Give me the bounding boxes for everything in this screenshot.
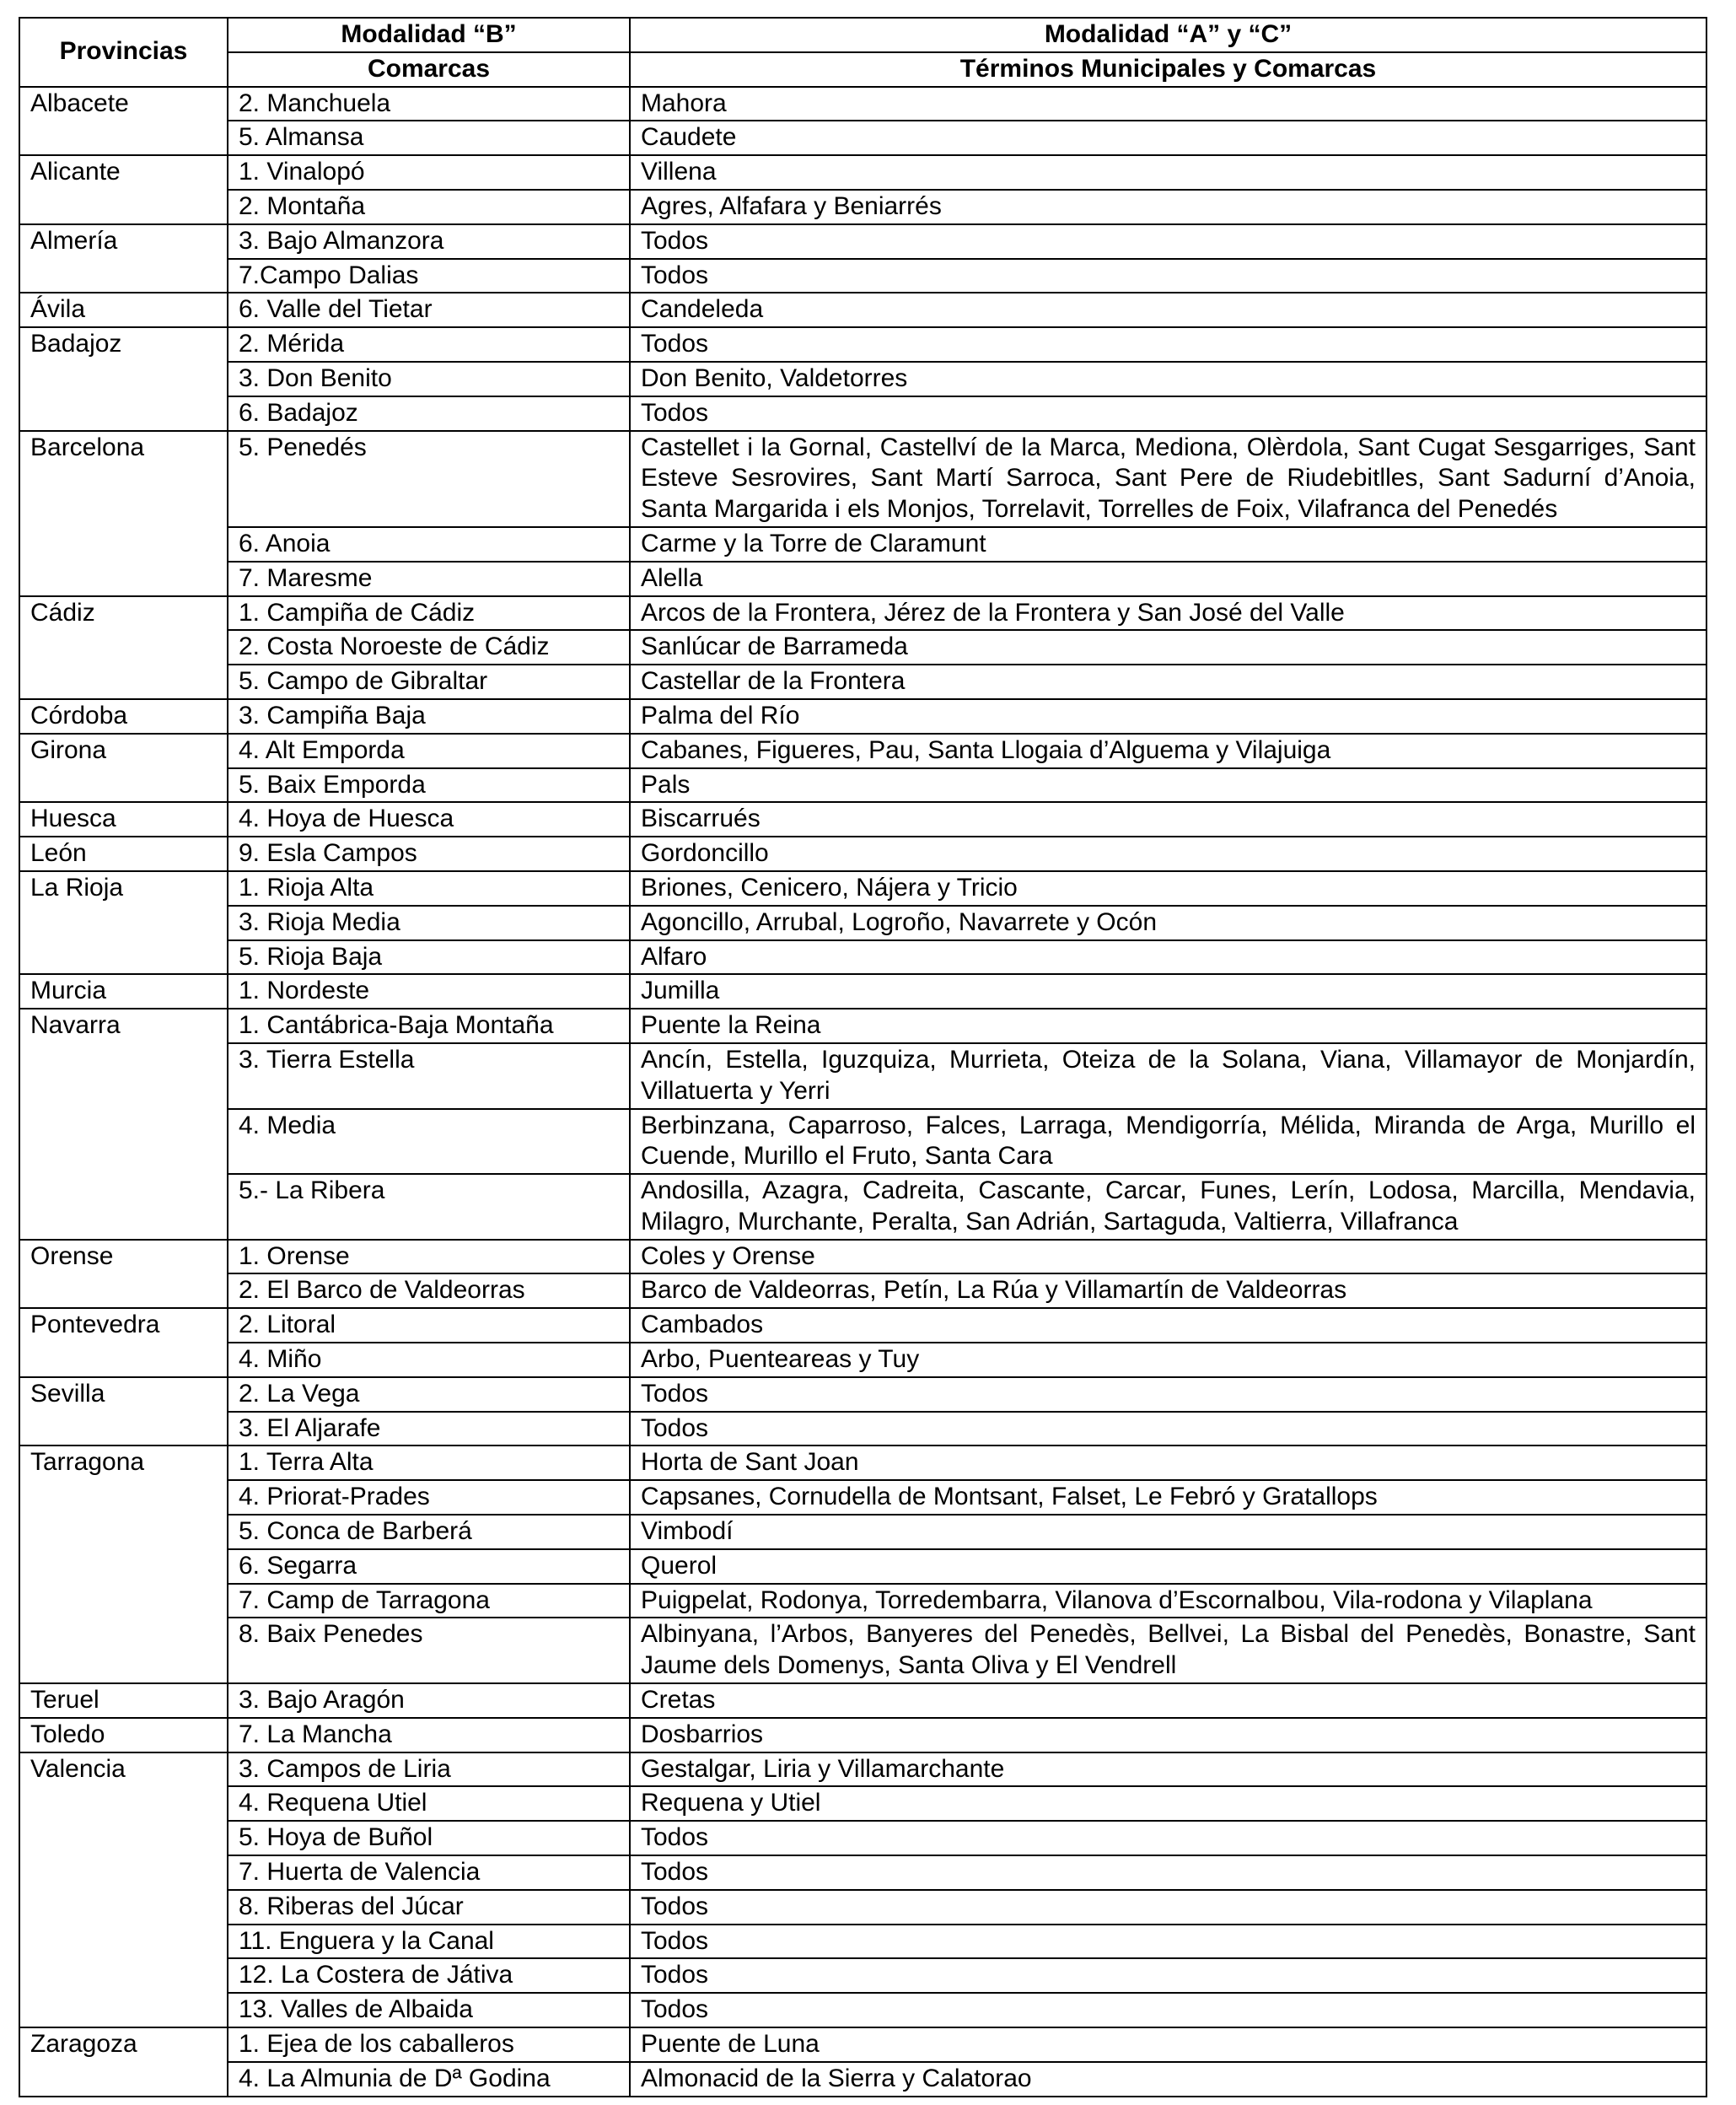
table-row bbox=[19, 1958, 1706, 1993]
comarca-cell: 8. Baix Penedes bbox=[228, 1618, 630, 1683]
terminos-cell: Cretas bbox=[630, 1683, 1706, 1718]
terminos-cell: Dosbarrios bbox=[630, 1718, 1706, 1752]
terminos-cell: Requena y Utiel bbox=[630, 1786, 1706, 1821]
header-modalidad-b: Modalidad “B” bbox=[228, 18, 630, 52]
terminos-cell: Capsanes, Cornudella de Montsant, Falset, Le Febró y Gratallops bbox=[630, 1480, 1706, 1515]
terminos-cell: Vimbodí bbox=[630, 1515, 1706, 1549]
table-header bbox=[19, 18, 1706, 87]
terminos-cell: Castellar de la Frontera bbox=[630, 665, 1706, 699]
table-row bbox=[19, 596, 1706, 631]
table-row bbox=[19, 1683, 1706, 1718]
table-row bbox=[19, 1043, 1706, 1109]
comarca-cell: 6. Valle del Tietar bbox=[228, 293, 630, 327]
table-row bbox=[19, 1480, 1706, 1515]
table-row bbox=[19, 1308, 1706, 1343]
table-row bbox=[19, 1993, 1706, 2027]
comarca-cell: 3. Tierra Estella bbox=[228, 1043, 630, 1109]
province-cell: León bbox=[19, 837, 228, 871]
terminos-cell: Sanlúcar de Barrameda bbox=[630, 630, 1706, 665]
comarca-cell: 11. Enguera y la Canal bbox=[228, 1925, 630, 1959]
comarca-cell: 5.- La Ribera bbox=[228, 1174, 630, 1240]
table-row bbox=[19, 1377, 1706, 1412]
table-row bbox=[19, 1890, 1706, 1925]
terminos-cell: Agoncillo, Arrubal, Logroño, Navarrete y Ocón bbox=[630, 906, 1706, 940]
header-comarcas: Comarcas bbox=[228, 52, 630, 87]
comarca-cell: 2. Montaña bbox=[228, 190, 630, 224]
comarca-cell: 8. Riberas del Júcar bbox=[228, 1890, 630, 1925]
province-cell: Murcia bbox=[19, 974, 228, 1009]
terminos-cell: Berbinzana, Caparroso, Falces, Larraga, Mendigorría, Mélida, Miranda de Arga, Murillo el Cuende, Murillo el Fruto, Santa Cara bbox=[630, 1109, 1706, 1175]
terminos-cell: Castellet i la Gornal, Castellví de la Marca, Mediona, Olèrdola, Sant Cugat Sesgarriges, Sant Esteve Sesrovires, Sant Martí Sarroca, Sant Pere de Riudebitlles, Sant Sadurní d’Anoia, Santa Margarida i els Monjos, Torrelavit, Torrelles de Foix, Vilafranca del Penedés bbox=[630, 431, 1706, 527]
table-row bbox=[19, 837, 1706, 871]
table-row bbox=[19, 87, 1706, 121]
table-row bbox=[19, 1109, 1706, 1175]
province-cell: Albacete bbox=[19, 87, 228, 156]
comarca-cell: 6. Badajoz bbox=[228, 396, 630, 431]
terminos-cell: Arcos de la Frontera, Jérez de la Frontera y San José del Valle bbox=[630, 596, 1706, 631]
terminos-cell: Puente la Reina bbox=[630, 1009, 1706, 1043]
table-row bbox=[19, 1174, 1706, 1240]
comarca-cell: 5. Campo de Gibraltar bbox=[228, 665, 630, 699]
comarca-cell: 7. Maresme bbox=[228, 562, 630, 596]
table-body bbox=[19, 87, 1706, 2097]
terminos-cell: Palma del Río bbox=[630, 699, 1706, 734]
comarca-cell: 2. Costa Noroeste de Cádiz bbox=[228, 630, 630, 665]
province-cell: Alicante bbox=[19, 155, 228, 224]
terminos-cell: Arbo, Puenteareas y Tuy bbox=[630, 1343, 1706, 1377]
comarca-cell: 5. Almansa bbox=[228, 121, 630, 155]
table-row bbox=[19, 1343, 1706, 1377]
comarca-cell: 9. Esla Campos bbox=[228, 837, 630, 871]
terminos-cell: Caudete bbox=[630, 121, 1706, 155]
province-cell: La Rioja bbox=[19, 871, 228, 974]
comarca-cell: 3. Campos de Liria bbox=[228, 1752, 630, 1787]
table-row bbox=[19, 1925, 1706, 1959]
table-row bbox=[19, 2062, 1706, 2097]
table-row bbox=[19, 562, 1706, 596]
comarca-cell: 1. Terra Alta bbox=[228, 1446, 630, 1480]
comarca-cell: 4. Media bbox=[228, 1109, 630, 1175]
terminos-cell: Todos bbox=[630, 1890, 1706, 1925]
terminos-cell: Cabanes, Figueres, Pau, Santa Llogaia d’Alguema y Vilajuiga bbox=[630, 734, 1706, 768]
comarca-cell: 4. Hoya de Huesca bbox=[228, 802, 630, 837]
terminos-cell: Alfaro bbox=[630, 940, 1706, 975]
terminos-cell: Gordoncillo bbox=[630, 837, 1706, 871]
terminos-cell: Andosilla, Azagra, Cadreita, Cascante, Carcar, Funes, Lerín, Lodosa, Marcilla, Mendavia, Milagro, Murchante, Peralta, San Adrián, Sartaguda, Valtierra, Villafranca bbox=[630, 1174, 1706, 1240]
comarca-cell: 2. Mérida bbox=[228, 327, 630, 362]
table-row bbox=[19, 2027, 1706, 2062]
header-terminos: Términos Municipales y Comarcas bbox=[630, 52, 1706, 87]
comarca-cell: 3. El Aljarafe bbox=[228, 1412, 630, 1446]
province-cell: Almería bbox=[19, 224, 228, 293]
comarca-cell: 12. La Costera de Játiva bbox=[228, 1958, 630, 1993]
province-cell: Orense bbox=[19, 1240, 228, 1309]
table-row bbox=[19, 527, 1706, 562]
table-row bbox=[19, 906, 1706, 940]
terminos-cell: Cambados bbox=[630, 1308, 1706, 1343]
table-row bbox=[19, 1273, 1706, 1308]
comarca-cell: 3. Bajo Aragón bbox=[228, 1683, 630, 1718]
comarca-cell: 1. Orense bbox=[228, 1240, 630, 1274]
comarca-cell: 6. Segarra bbox=[228, 1549, 630, 1584]
table-row bbox=[19, 431, 1706, 527]
comarca-cell: 2. La Vega bbox=[228, 1377, 630, 1412]
comarca-cell: 5. Rioja Baja bbox=[228, 940, 630, 975]
province-cell: Huesca bbox=[19, 802, 228, 837]
comarca-cell: 1. Ejea de los caballeros bbox=[228, 2027, 630, 2062]
terminos-cell: Carme y la Torre de Claramunt bbox=[630, 527, 1706, 562]
terminos-cell: Ancín, Estella, Iguzquiza, Murrieta, Oteiza de la Solana, Viana, Villamayor de Monjardín, Villatuerta y Yerri bbox=[630, 1043, 1706, 1109]
terminos-cell: Biscarrués bbox=[630, 802, 1706, 837]
table-row bbox=[19, 362, 1706, 396]
terminos-cell: Don Benito, Valdetorres bbox=[630, 362, 1706, 396]
terminos-cell: Pals bbox=[630, 768, 1706, 803]
table-row bbox=[19, 665, 1706, 699]
comarca-cell: 1. Campiña de Cádiz bbox=[228, 596, 630, 631]
table-row bbox=[19, 940, 1706, 975]
province-cell: Sevilla bbox=[19, 1377, 228, 1446]
table-row bbox=[19, 1752, 1706, 1787]
terminos-cell: Gestalgar, Liria y Villamarchante bbox=[630, 1752, 1706, 1787]
terminos-cell: Almonacid de la Sierra y Calatorao bbox=[630, 2062, 1706, 2097]
comarca-cell: 6. Anoia bbox=[228, 527, 630, 562]
comarca-cell: 5. Baix Emporda bbox=[228, 768, 630, 803]
terminos-cell: Albinyana, l’Arbos, Banyeres del Penedès, Bellvei, La Bisbal del Penedès, Bonastre, Sant Jaume dels Domenys, Santa Oliva y El Vendrell bbox=[630, 1618, 1706, 1683]
table-row bbox=[19, 293, 1706, 327]
table-row bbox=[19, 699, 1706, 734]
province-cell: Tarragona bbox=[19, 1446, 228, 1683]
terminos-cell: Todos bbox=[630, 1958, 1706, 1993]
terminos-cell: Todos bbox=[630, 327, 1706, 362]
terminos-cell: Briones, Cenicero, Nájera y Tricio bbox=[630, 871, 1706, 906]
comarca-cell: 2. El Barco de Valdeorras bbox=[228, 1273, 630, 1308]
table-row bbox=[19, 1618, 1706, 1683]
terminos-cell: Alella bbox=[630, 562, 1706, 596]
terminos-cell: Todos bbox=[630, 259, 1706, 293]
table-row bbox=[19, 1240, 1706, 1274]
comarca-cell: 1. Vinalopó bbox=[228, 155, 630, 190]
table-row bbox=[19, 121, 1706, 155]
table-row bbox=[19, 1515, 1706, 1549]
table-row bbox=[19, 1718, 1706, 1752]
comarca-cell: 5. Penedés bbox=[228, 431, 630, 527]
table-row bbox=[19, 1786, 1706, 1821]
terminos-cell: Todos bbox=[630, 396, 1706, 431]
table-row bbox=[19, 1412, 1706, 1446]
comarca-cell: 7. Camp de Tarragona bbox=[228, 1584, 630, 1618]
province-cell: Barcelona bbox=[19, 431, 228, 596]
comarca-cell: 4. Priorat-Prades bbox=[228, 1480, 630, 1515]
terminos-cell: Todos bbox=[630, 1821, 1706, 1855]
comarca-cell: 1. Rioja Alta bbox=[228, 871, 630, 906]
comarca-cell: 4. La Almunia de Dª Godina bbox=[228, 2062, 630, 2097]
comarca-cell: 1. Nordeste bbox=[228, 974, 630, 1009]
comarca-cell: 4. Requena Utiel bbox=[228, 1786, 630, 1821]
table-row bbox=[19, 1549, 1706, 1584]
terminos-cell: Horta de Sant Joan bbox=[630, 1446, 1706, 1480]
comarca-cell: 3. Campiña Baja bbox=[228, 699, 630, 734]
province-cell: Teruel bbox=[19, 1683, 228, 1718]
table-row bbox=[19, 871, 1706, 906]
comarca-cell: 3. Bajo Almanzora bbox=[228, 224, 630, 259]
table-row bbox=[19, 190, 1706, 224]
terminos-cell: Querol bbox=[630, 1549, 1706, 1584]
comarca-cell: 7. La Mancha bbox=[228, 1718, 630, 1752]
header-provincias: Provincias bbox=[19, 18, 228, 87]
table-row bbox=[19, 1009, 1706, 1043]
terminos-cell: Agres, Alfafara y Beniarrés bbox=[630, 190, 1706, 224]
comarca-cell: 3. Rioja Media bbox=[228, 906, 630, 940]
table-row bbox=[19, 327, 1706, 362]
table-row bbox=[19, 768, 1706, 803]
table-row bbox=[19, 224, 1706, 259]
terminos-cell: Villena bbox=[630, 155, 1706, 190]
province-cell: Cádiz bbox=[19, 596, 228, 699]
comarca-cell: 7.Campo Dalias bbox=[228, 259, 630, 293]
terminos-cell: Jumilla bbox=[630, 974, 1706, 1009]
terminos-cell: Puigpelat, Rodonya, Torredembarra, Vilanova d’Escornalbou, Vila-rodona y Vilaplana bbox=[630, 1584, 1706, 1618]
comarca-cell: 1. Cantábrica-Baja Montaña bbox=[228, 1009, 630, 1043]
table-row bbox=[19, 155, 1706, 190]
terminos-cell: Mahora bbox=[630, 87, 1706, 121]
table-row bbox=[19, 802, 1706, 837]
comarca-cell: 2. Litoral bbox=[228, 1308, 630, 1343]
province-cell: Pontevedra bbox=[19, 1308, 228, 1377]
table-row bbox=[19, 1855, 1706, 1890]
terminos-cell: Puente de Luna bbox=[630, 2027, 1706, 2062]
province-cell: Zaragoza bbox=[19, 2027, 228, 2097]
province-cell: Badajoz bbox=[19, 327, 228, 430]
terminos-cell: Todos bbox=[630, 1412, 1706, 1446]
comarca-cell: 5. Hoya de Buñol bbox=[228, 1821, 630, 1855]
table-row bbox=[19, 259, 1706, 293]
comarca-cell: 3. Don Benito bbox=[228, 362, 630, 396]
province-cell: Girona bbox=[19, 734, 228, 803]
comarca-cell: 2. Manchuela bbox=[228, 87, 630, 121]
terminos-cell: Todos bbox=[630, 1993, 1706, 2027]
terminos-cell: Barco de Valdeorras, Petín, La Rúa y Villamartín de Valdeorras bbox=[630, 1273, 1706, 1308]
comarca-cell: 13. Valles de Albaida bbox=[228, 1993, 630, 2027]
table-row bbox=[19, 396, 1706, 431]
comarca-cell: 7. Huerta de Valencia bbox=[228, 1855, 630, 1890]
terminos-cell: Todos bbox=[630, 1925, 1706, 1959]
terminos-cell: Candeleda bbox=[630, 293, 1706, 327]
province-cell: Ávila bbox=[19, 293, 228, 327]
terminos-cell: Coles y Orense bbox=[630, 1240, 1706, 1274]
table-row bbox=[19, 1446, 1706, 1480]
provinces-table bbox=[19, 17, 1707, 2097]
comarca-cell: 4. Miño bbox=[228, 1343, 630, 1377]
province-cell: Valencia bbox=[19, 1752, 228, 2027]
province-cell: Navarra bbox=[19, 1009, 228, 1240]
table-row bbox=[19, 974, 1706, 1009]
table-row bbox=[19, 1821, 1706, 1855]
terminos-cell: Todos bbox=[630, 224, 1706, 259]
table-row bbox=[19, 1584, 1706, 1618]
terminos-cell: Todos bbox=[630, 1377, 1706, 1412]
province-cell: Toledo bbox=[19, 1718, 228, 1752]
table-row bbox=[19, 734, 1706, 768]
terminos-cell: Todos bbox=[630, 1855, 1706, 1890]
province-cell: Córdoba bbox=[19, 699, 228, 734]
comarca-cell: 5. Conca de Barberá bbox=[228, 1515, 630, 1549]
table-row bbox=[19, 630, 1706, 665]
header-modalidad-ac: Modalidad “A” y “C” bbox=[630, 18, 1706, 52]
comarca-cell: 4. Alt Emporda bbox=[228, 734, 630, 768]
